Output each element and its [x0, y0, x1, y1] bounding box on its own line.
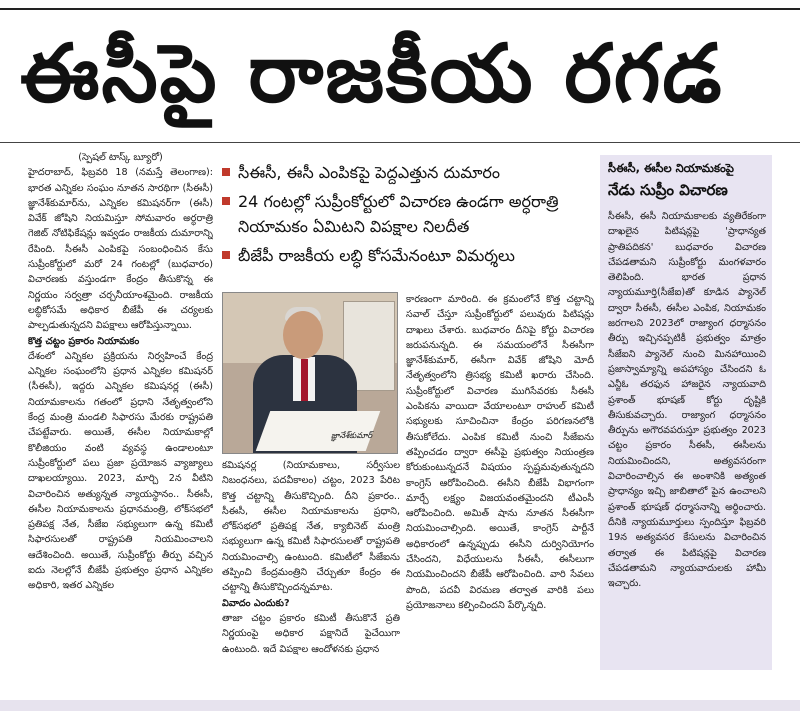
- top-rule: [0, 8, 800, 10]
- highlight-item: [222, 189, 600, 239]
- highlight-item: [222, 160, 600, 185]
- highlights: [222, 160, 600, 272]
- body-paragraph: కారణంగా మారింది. ఈ క్రమంలోనే కొత్త చట్టాన్ని సవాల్ చేస్తూ సుప్రీంకోర్టులో పలువురు పిటిషన్లు దాఖలు చేశారు. బుధవారం దీనిపై కోర్టు విచారణ జరుపనున్నది. ఈ సమయంలోనే సీఈసీగా జ్ఞానేశ్‌కుమార్, ఈసీగా వివేక్ జోషిని మోదీ నేతృత్వంలోని త్రిసభ్య కమిటీ ఖరారు చేసింది. సుప్రీంకోర్టులో విచారణ ముగిసేవరకు సీఈసీ ఎంపికను వాయిదా వేయాలంటూ రాహుల్ కమిటీ సభ్యులకు సూచించినా కేంద్రం పరిగణనలోకి తీసుకోలేదు. ఎంపిక కమిటీ నుంచి సీజేఐను తప్పించడం ద్వారా ఈసీపై ప్రభుత్వం నియంత్రణ కోరుకుంటున్నదనే విషయం స్పష్టమవుతున్నదని కాంగ్రెస్ ఆరోపించింది. ఈసీని బీజేపీ విభాగంగా మార్చే లక్ష్యం విజయవంతమైందని టీఎంసీ ఆరోపించింది. అమిత్ షాను నూతన సీఈసీగా నియమించాల్సింది. అయితే, కాంగ్రెస్ పార్టీనే అధికారంలో ఉన్నప్పుడు ఈసీని దుర్వినియోగం చేసిందని, విధేయులను సీఈసీ, ఈసీలుగా నియమించిందని బీజేపీ ఆరోపించింది. వారి సేవలు పొంది, పదవీ విరమణ తర్వాత వారికి పలు ప్రయోజనాలు కల్పించిందని పేర్కొన్నది.: [406, 294, 594, 611]
- body-paragraph: దేశంలో ఎన్నికల ప్రక్రియను నిర్వహించే కేంద్ర ఎన్నికల సంఘంలోని ప్రధాన ఎన్నికల కమిషనర్ (సీఈసీ), ఇద్దరు ఎన్నికల కమిషనర్ల (ఈసీ) నియామకాలను గతంలో ప్రధాని నేతృత్వంలోని కేంద్ర మంత్రి మండలి సిఫారసు మేరకు రాష్ట్రపతి చేపట్టేవారు. అయితే, ఈసీల నియామకాల్లో కొలీజియం వంటి వ్యవస్థ ఉండాలంటూ సుప్రీంకోర్టులో పలు ప్రజా ప్రయోజన వ్యాజ్యాలు దాఖలయ్యాయి. 2023, మార్చి 2న వీటిని విచారించిన అత్యున్నత న్యాయస్థానం.. సీఈసీ, ఈసీల నియామకాలను ప్రధానమంత్రి, లోక్‌సభలో ప్రతిపక్ష నేత, సీజేఐ సభ్యులుగా ఉన్న కమిటీ సిఫారసులతో రాష్ట్రపతి నియమించాలని ఆదేశించింది. అయితే, సుప్రీంకోర్టు తీర్పు వచ్చిన ఐదు నెలల్లోనే బీజేపీ ప్రభుత్వం ప్రధాన ఎన్నికల అధికారి, ఇతర ఎన్నికల: [28, 350, 213, 592]
- subheading: కొత్త చట్టం ప్రకారం నియామకం: [28, 335, 140, 347]
- photo-caption: జ్ఞానేశ్‌కుమార్: [331, 431, 373, 440]
- sidebar-heading-line1: సీఈసీ, ఈసీల నియామకంపై: [608, 161, 734, 175]
- highlight-text: 24 గంటల్లో సుప్రీంకోర్టులో విచారణ ఉండగా అర్ధరాత్రి నియామకం ఏమిటని విపక్షాల నిలదీత: [238, 192, 559, 236]
- bullet-square-icon: [222, 197, 230, 205]
- bullet-square-icon: [222, 168, 230, 176]
- body-paragraph: తాజా చట్టం ప్రకారం కమిటీ తీసుకొనే ప్రతి నిర్ణయంపై అధికార పక్షానిదే పైచేయిగా ఉంటుంది. ఇదే విపక్షాల ఆందోళనకు ప్రధాన: [222, 612, 400, 655]
- column-1: [28, 150, 213, 698]
- headline: ఈసీపై రాజకీయ రగడ: [20, 27, 724, 120]
- subheading: వివాదం ఎందుకు?: [222, 597, 290, 609]
- sidebar-box: [600, 155, 772, 670]
- column-3: [406, 292, 594, 698]
- sidebar-body: సీఈసీ, ఈసీ నియామకాలకు వ్యతిరేకంగా దాఖలైన పిటిషన్లపై 'ప్రాధాన్యత ప్రాతిపదికన' బుధవారం విచారణ చేపడతామని సుప్రీంకోర్టు మంగళవారం తెలిపింది. భారత ప్రధాన న్యాయమూర్తి(సీజేఐ)తో కూడిన ప్యానెల్ ద్వారా సీఈసీ, ఈసీల ఎంపిక, నియామకం జరగాలని 2023లో రాజ్యాంగ ధర్మాసనం తీర్పు ఇచ్చినప్పటికీ ప్రభుత్వం మాత్రం సీజేఐని ప్యానెల్ నుంచి మినహాయించి ప్రజాస్వామ్యాన్ని అపహాస్యం చేసిందని ఓ ఎన్జీఓ తరఫున హాజరైన న్యాయవాది ప్రశాంత్ భూషణ్ కోర్టు దృష్టికి తీసుకువచ్చారు. రాజ్యాంగ ధర్మాసనం తీర్పును అగౌరవపరుస్తూ ప్రభుత్వం 2023 చట్టం ప్రకారం సీఈసీ, ఈసీలను నియమించిందని, అత్యవసరంగా విచారించాల్సిన ఈ అంశానికి అత్యంత ప్రాధాన్యం ఇచ్చి జాబితాలో పైన ఉంచాలని ప్రశాంత్ భూషణ్ ధర్మాసనాన్ని అర్థించారు. దీనికి న్యాయమూర్తులు స్పందిస్తూ ఫిబ్రవరి 19న అత్యవసర కేసులను విచారించిన తర్వాత ఈ పిటిషన్లపై విచారణ చేపడతామని న్యాయవాదులకు హామీ ఇచ్చారు.: [608, 211, 766, 590]
- bullet-square-icon: [222, 251, 230, 259]
- lead-paragraph: హైదరాబాద్, ఫిబ్రవరి 18 (నమస్తే తెలంగాణ): భారత ఎన్నికల సంఘం నూతన సారథిగా (సీఈసీ) జ్ఞానేశ్‌కుమార్‌ను, ఎన్నికల కమిషనర్‌గా (ఈసీ) వివేక్ జోషిని నియమిస్తూ సోమవారం అర్ధరాత్రి గెజిట్ నోటిఫికేషన్లు ఇవ్వడం రాజకీయ దుమారాన్ని రేపింది. సీఈసీ ఎంపికపై సంబంధించిన కేసు సుప్రీంకోర్టులో మరో 24 గంటల్లో (బుధవారం) విచారణకు వస్తుండగా కేంద్రం తీసుకొన్న ఈ నిర్ణయం సర్వత్రా చర్చనీయాంశమైంది. రాజకీయ లబ్ధికోసమే అధికార బీజేపీ ఈ చర్యలకు పాల్పడుతున్నదని విపక్షాలు ఆరోపిస్తున్నాయి.: [28, 167, 213, 332]
- sidebar-heading-line2: నేడు సుప్రీం విచారణ: [608, 181, 728, 199]
- highlight-text: సీఈసీ, ఈసీ ఎంపికపై పెద్దఎత్తున దుమారం: [238, 163, 500, 182]
- column-2: [222, 458, 400, 698]
- byline: (స్పెషల్ టాస్క్ బ్యూరో): [78, 152, 163, 163]
- highlight-text: బీజేపీ రాజకీయ లబ్ధి కోసమేనంటూ విమర్శలు: [238, 246, 515, 265]
- news-photo: [222, 292, 398, 454]
- headline-rule: [0, 142, 800, 143]
- sidebar-heading: [608, 159, 768, 203]
- bottom-strip: [0, 700, 800, 711]
- body-paragraph: కమిషనర్ల (నియామకాలు, సర్వీసుల నిబంధనలు, పదవీకాలం) చట్టం, 2023 పేరిట కొత్త చట్టాన్ని తీసుకొచ్చింది. దీని ప్రకారం.. సీఈసీ, ఈసీల నియామకాలను ప్రధాని, లోక్‌సభలో ప్రతిపక్ష నేత, క్యాబినెట్ మంత్రి సభ్యులుగా ఉన్న కమిటీ సిఫారసులతో రాష్ట్రపతి నియమించాల్సి ఉంటుంది. కమిటీలో సీజేఐను తప్పించి కేంద్రమంత్రిని చేర్చుతూ కేంద్రం ఈ చట్టాన్ని తీసుకొచ్చిందన్నమాట.: [222, 460, 400, 594]
- highlight-item: [222, 243, 600, 268]
